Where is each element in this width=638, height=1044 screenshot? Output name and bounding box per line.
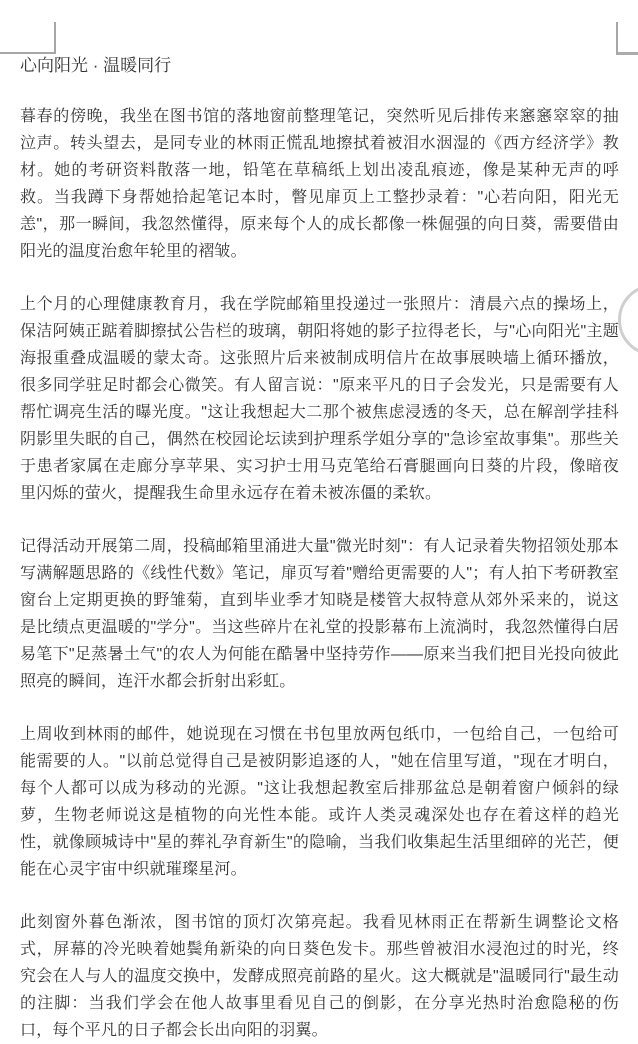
paragraph: 记得活动开展第二周，投稿邮箱里涌进大量"微光时刻"：有人记录着失物招领处那本写满解题思路的《线性代数》笔记，扉页写着"赠给更需要的人"；有人拍下考研教室窗台上定期更换的野雏菊，直到毕业季才知晓是楼管大叔特意从郊外采来的，说这是比绩点更温暖的"学分"。当这些碎片在礼堂的投影幕布上流淌时，我忽然懂得白居易笔下"足蒸暑土气"的农人为何能在酷暑中坚持劳作——原来当我们把目光投向彼此照亮的瞬间，连汗水都会折射出彩虹。	[20, 538, 619, 690]
paragraph: 上周收到林雨的邮件，她说现在习惯在书包里放两包纸巾，一包给自己，一包给可能需要的人。"以前总觉得自己是被阴影追逐的人，"她在信里写道，"现在才明白，每个人都可以成为移动的光源。"这让我想起教室后排那盆总是朝着窗户倾斜的绿萝，生物老师说这是植物的向光性本能。或许人类灵魂深处也存在着这样的趋光性，就像顾城诗中"星的葬礼孕育新生"的隐喻，当我们收集起生活里细碎的光芒，便能在心灵宇宙中织就璀璨星河。	[20, 726, 619, 878]
document-page	[20, 55, 619, 1044]
paragraph: 上个月的心理健康教育月，我在学院邮箱里投递过一张照片：清晨六点的操场上，保洁阿姨正踮着脚擦拭公告栏的玻璃，朝阳将她的影子拉得老长，与"心向阳光"主题海报重叠成温暖的蒙太奇。这张照片后来被制成明信片在故事展映墙上循环播放，很多同学驻足时都会心微笑。有人留言说："原来平凡的日子会发光，只是需要有人帮忙调亮生活的曝光度。"这让我想起大二那个被焦虑浸透的冬天，总在解剖学挂科阴影里失眠的自己，偶然在校园论坛读到护理系学姐分享的"急诊室故事集"。那些关于患者家属在走廊分享苹果、实习护士用马克笔给石膏腿画向日葵的片段，像暗夜里闪烁的萤火，提醒我生命里永远存在着未被冻僵的柔软。	[20, 296, 619, 502]
paragraph: 暮春的傍晚，我坐在图书馆的落地窗前整理笔记，突然听见后排传来窸窸窣窣的抽泣声。转头望去，是同专业的林雨正慌乱地擦拭着被泪水洇湿的《西方经济学》教材。她的考研资料散落一地，铅笔在草稿纸上划出凌乱痕迹，像是某种无声的呼救。当我蹲下身帮她拾起笔记本时，瞥见扉页上工整抄录着："心若向阳，阳光无恙"，那一瞬间，我忽然懂得，原来每个人的成长都像一株倔强的向日葵，需要借由阳光的温度治愈年轮里的褶皱。	[20, 108, 619, 260]
margin-crop-mark-top-right	[616, 22, 638, 55]
page-title: 心向阳光 · 温暖同行	[20, 56, 172, 75]
paragraph: 此刻窗外暮色渐浓，图书馆的顶灯次第亮起。我看见林雨正在帮新生调整论文格式，屏幕的冷光映着她鬓角新染的向日葵色发卡。那些曾被泪水浸泡过的时光，终究会在人与人的温度交换中，发酵成照亮前路的星火。这大概就是"温暖同行"最生动的注脚：当我们学会在他人故事里看见自己的倒影，在分享光热时治愈隐秘的伤口，每个平凡的日子都会长出向阳的羽翼。	[20, 914, 619, 1039]
margin-crop-mark-top-left	[0, 22, 56, 54]
edge-floating-widget[interactable]	[618, 284, 638, 356]
